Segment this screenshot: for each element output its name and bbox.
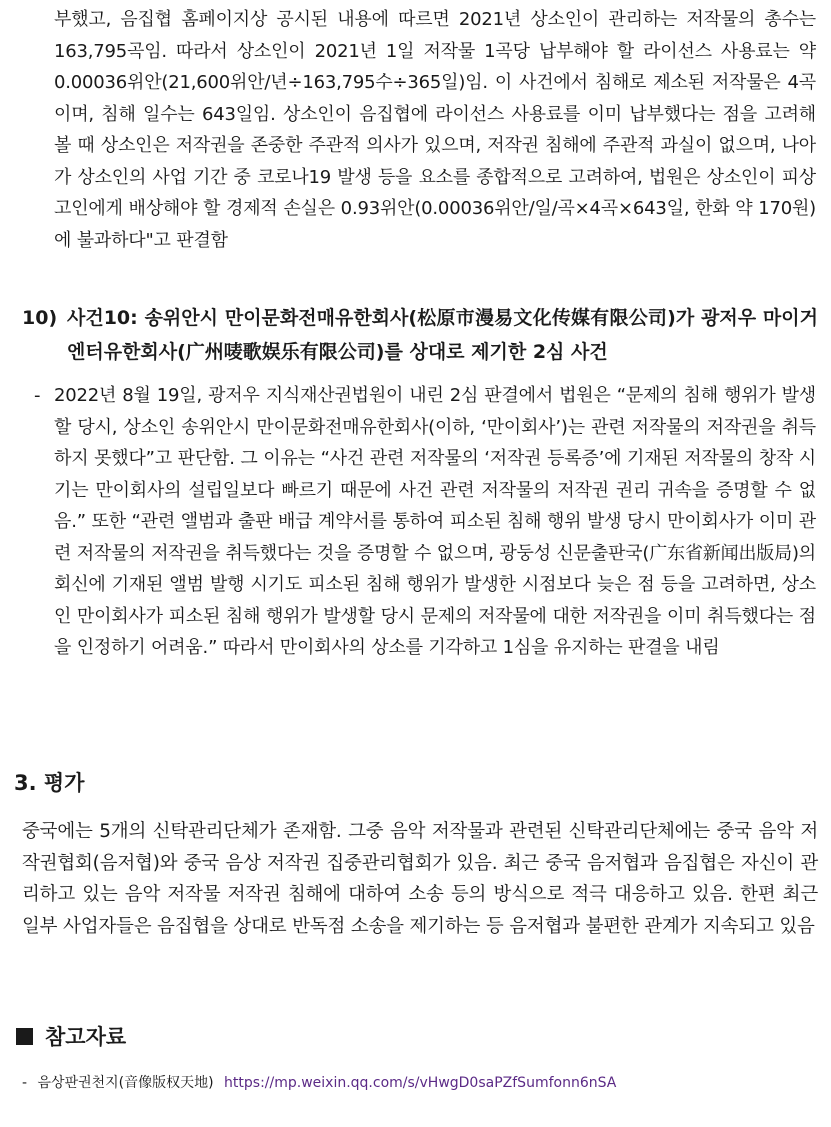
- reference-bullet: -: [22, 1075, 28, 1091]
- reference-item: [22, 1070, 616, 1096]
- case10-bullet: -: [34, 385, 41, 406]
- case10-number: 10): [22, 307, 58, 329]
- reference-link[interactable]: https://mp.weixin.qq.com/s/vHwgD0saPZfSumfonn6nSA: [224, 1075, 617, 1091]
- case10-detail-paragraph: 2022년 8월 19일, 광저우 지식재산권법원이 내린 2심 판결에서 법원은 “문제의 침해 행위가 발생할 당시, 상소인 송위안시 만이문화전매유한회사(이하, ‘만이회사’)는 관련 저작물의 저작권을 취득하지 못했다”고 판단함. 그 이유는 “사건 관련 저작물의 ‘저작권 등록증’에 기재된 저작물의 창작 시기는 만이회사의 설립일보다 빠르기 때문에 사건 관련 저작물의 저작권 권리 귀속을 증명할 수 없음.” 또한 “관련 앨범과 출판 배급 계약서를 통하여 피소된 침해 행위 발생 당시 만이회사가 이미 관련 저작물의 저작권을 취득했다는 것을 증명할 수 없으며, 광둥성 신문출판국(广东省新闻出版局)의 회신에 기재된 앨범 발행 시기도 피소된 침해 행위가 발생한 시점보다 늦은 점 등을 고려하면, 상소인 만이회사가 피소된 침해 행위가 발생할 당시 문제의 저작물에 대한 저작권을 이미 취득했다는 점을 인정하기 어려움.” 따라서 만이회사의 상소를 기각하고 1심을 유지하는 판결을 내림: [54, 385, 816, 658]
- section-3-title: 3. 평가: [14, 771, 85, 795]
- case10-title: 사건10: 송위안시 만이문화전매유한회사(松原市漫易文化传媒有限公司)가 광저우 마이거엔터유한회사(广州唛歌娱乐有限公司)를 상대로 제기한 2심 사건: [67, 307, 818, 363]
- case9-continuation-paragraph: 부했고, 음집협 홈페이지상 공시된 내용에 따르면 2021년 상소인이 관리하는 저작물의 총수는 163,795곡임. 따라서 상소인이 2021년 1일 저작물 1곡당 납부해야 할 라이선스 사용료는 약 0.00036위안(21,600위안/년÷163,795수÷365일)임. 이 사건에서 침해로 제소된 저작물은 4곡이며, 침해 일수는 643일임. 상소인이 음집협에 라이선스 사용료를 이미 납부했다는 점을 고려해 볼 때 상소인은 저작권을 존중한 주관적 의사가 있으며, 저작권 침해에 주관적 과실이 없으며, 나아가 상소인의 사업 기간 중 코로나19 발생 등을 요소를 종합적으로 고려하여, 법원은 상소인이 피상고인에게 배상해야 할 경제적 손실은 0.93위안(0.00036위안/일/곡×4곡×643일, 한화 약 170원)에 불과하다"고 판결함: [54, 9, 816, 251]
- square-bullet-icon: [16, 1028, 33, 1045]
- references-title: 참고자료: [45, 1025, 127, 1049]
- case10-heading: [22, 301, 818, 369]
- references-heading: [16, 1020, 126, 1054]
- reference-source: 음상판권천지(音像版权天地): [37, 1075, 214, 1091]
- section-3-body: 중국에는 5개의 신탁관리단체가 존재함. 그중 음악 저작물과 관련된 신탁관리단체에는 중국 음악 저작권협회(음저협)와 중국 음상 저작권 집중관리협회가 있음. 최근 중국 음저협과 음집협은 자신이 관리하고 있는 음악 저작물 저작권 침해에 대하여 소송 등의 방식으로 적극 대응하고 있음. 한편 최근 일부 사업자들은 음집협을 상대로 반독점 소송을 제기하는 등 음저협과 불편한 관계가 지속되고 있음: [22, 821, 818, 937]
